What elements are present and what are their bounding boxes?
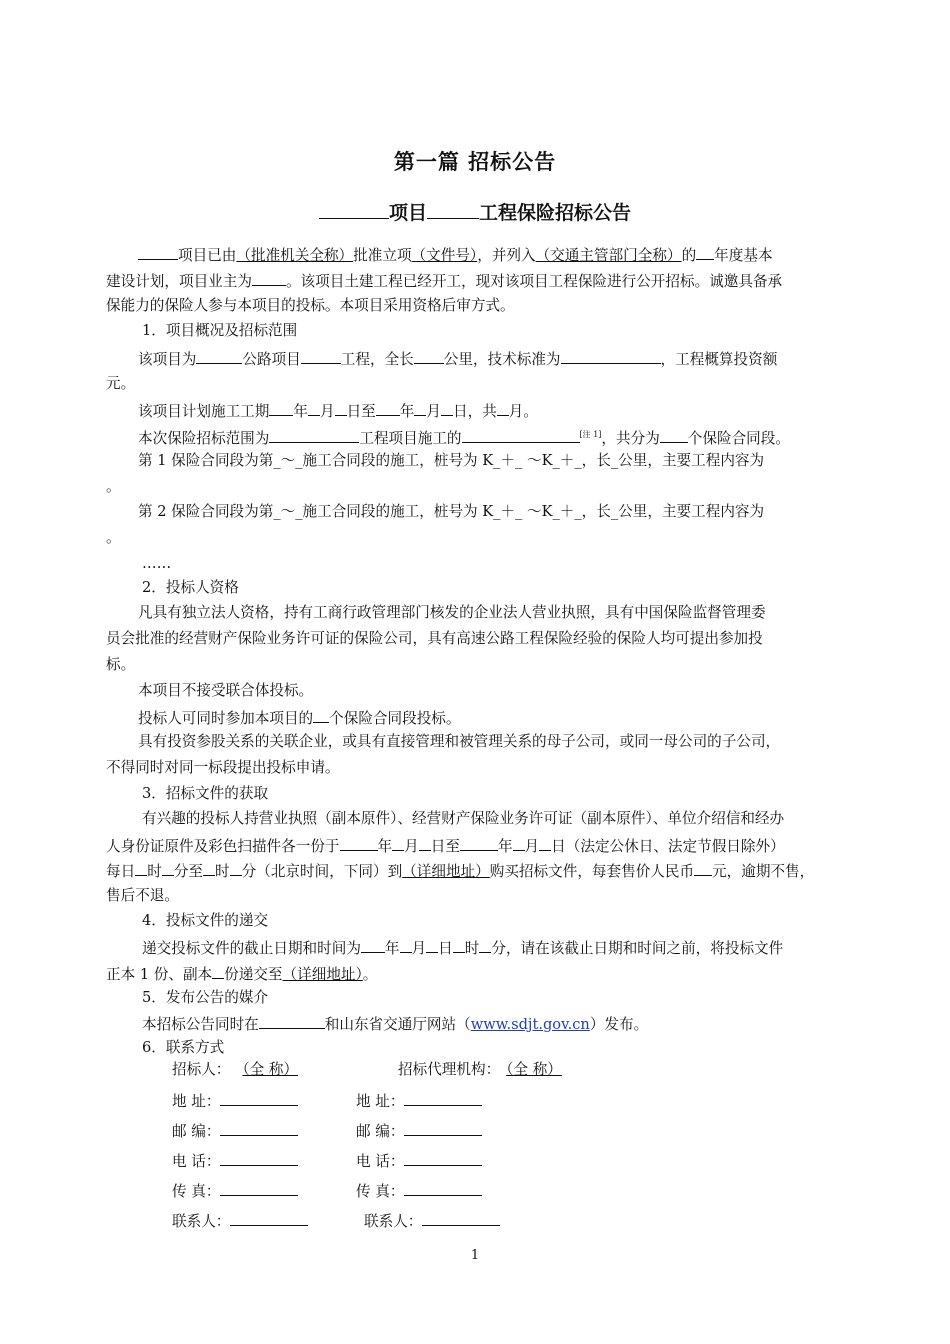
tenderer-phone: 电 话： bbox=[172, 1150, 298, 1172]
agency-contact: 联系人： bbox=[364, 1210, 500, 1232]
intro-line-1: 项目已由（批准机关全称）批准立项（文件号），并列入（交通主管部门全称）的 年度基本 bbox=[138, 244, 898, 266]
website-link[interactable]: www.sdjt.gov.cn bbox=[470, 1016, 590, 1033]
s2-line-3: 标。 bbox=[106, 656, 136, 673]
announcement-title: 项目 工程保险招标公告 bbox=[0, 198, 950, 225]
tenderer-fax: 传 真： bbox=[172, 1180, 298, 1202]
s1-line-7: 第 2 保险合同段为第_～_施工合同段的施工，桩号为 K_＋_ ～K_＋_，长_公里，主要工程内容为 bbox=[138, 503, 765, 520]
s1-ellipsis: …… bbox=[142, 555, 172, 572]
footnote-marker: [注 1] bbox=[579, 430, 602, 439]
agency-fax: 传 真： bbox=[356, 1180, 482, 1202]
section-5-heading: 5．发布公告的媒介 bbox=[142, 989, 269, 1006]
section-2-heading: 2．投标人资格 bbox=[142, 579, 239, 596]
s1-line-3: 该项目计划施工工期 年 月 日至 年 月 日，共 月。 bbox=[138, 400, 898, 422]
intro-line-3: 保能力的保险人参与本项目的投标。本项目采用资格后审方式。 bbox=[106, 297, 515, 314]
section-1-heading: 1．项目概况及招标范围 bbox=[142, 322, 298, 339]
tenderer-title: 招标人： （全 称） bbox=[172, 1060, 320, 1080]
s1-line-8: 。 bbox=[106, 529, 121, 546]
s2-line-2: 员会批准的经营财产保险业务许可证的保险公司，具有高速公路工程保险经验的保险人均可提出参加投 bbox=[106, 630, 763, 647]
tenderer-contact: 联系人： bbox=[172, 1210, 308, 1232]
section-4-heading: 4．投标文件的递交 bbox=[142, 912, 269, 929]
s1-line-2: 元。 bbox=[106, 375, 136, 392]
s3-line-1: 有兴趣的投标人持营业执照（副本原件）、经营财产保险业务许可证（副本原件）、单位介绍信和经办 bbox=[142, 810, 785, 827]
s2-line-7: 不得同时对同一标段提出投标申请。 bbox=[106, 759, 340, 776]
s2-line-6: 具有投资参股关系的关联企业，或具有直接管理和被管理关系的母子公司，或同一母公司的子公司， bbox=[138, 733, 781, 750]
s3-line-2: 人身份证原件及彩色扫描件各一份于 年 月 日至 年 月 日（法定公休日、法定节假日除外） bbox=[106, 835, 866, 857]
s1-line-4: 本次保险招标范围为 工程项目施工的 [注 1]，共分为 个保险合同段。 bbox=[138, 425, 898, 449]
section-6-heading: 6．联系方式 bbox=[142, 1039, 225, 1056]
agency-address: 地 址： bbox=[356, 1090, 482, 1112]
tenderer-name: （全 称） bbox=[242, 1061, 299, 1078]
tenderer-postcode: 邮 编： bbox=[172, 1120, 298, 1142]
agency-title: 招标代理机构： （全 称） bbox=[398, 1060, 572, 1080]
s2-line-1: 凡具有独立法人资格，持有工商行政管理部门核发的企业法人营业执照，具有中国保险监督管理委 bbox=[138, 604, 766, 621]
s3-line-4: 售后不退。 bbox=[106, 887, 179, 904]
s1-line-6: 。 bbox=[106, 478, 121, 495]
page-title: 第一篇 招标公告 bbox=[393, 150, 557, 174]
intro-line-2: 建设计划，项目业主为 。该项目土建工程已经开工，现对该项目工程保险进行公开招标。诚邀具备承 bbox=[106, 270, 866, 292]
s4-line-2: 正本 1 份、副本 份递交至（详细地址）。 bbox=[106, 963, 866, 985]
tenderer-address: 地 址： bbox=[172, 1090, 298, 1112]
page-number: 1 bbox=[470, 1248, 480, 1263]
s1-line-1: 该项目为 公路项目 工程，全长 公里，技术标准为 ，工程概算投资额 bbox=[138, 348, 898, 370]
s1-line-5: 第 1 保险合同段为第_～_施工合同段的施工，桩号为 K_＋_ ～K_＋_，长_公里，主要工程内容为 bbox=[138, 452, 765, 469]
section-3-heading: 3．招标文件的获取 bbox=[142, 785, 269, 802]
s4-line-1: 递交投标文件的截止日期和时间为 年 月 日 时 分，请在该截止日期和时间之前，将投标文件 bbox=[142, 937, 902, 959]
s5-line: 本招标公告同时在 和山东省交通厅网站（www.sdjt.gov.cn）发布。 bbox=[142, 1013, 902, 1035]
agency-name: （全 称） bbox=[506, 1061, 562, 1078]
s2-line-4: 本项目不接受联合体投标。 bbox=[138, 682, 314, 699]
agency-postcode: 邮 编： bbox=[356, 1120, 482, 1142]
s2-line-5: 投标人可同时参加本项目的 个保险合同段投标。 bbox=[138, 707, 898, 729]
s3-line-3: 每日 时 分至 时 分（北京时间，下同）到（详细地址）购买招标文件，每套售价人民币 元，逾期不售， bbox=[106, 860, 866, 882]
agency-phone: 电 话： bbox=[356, 1150, 482, 1172]
